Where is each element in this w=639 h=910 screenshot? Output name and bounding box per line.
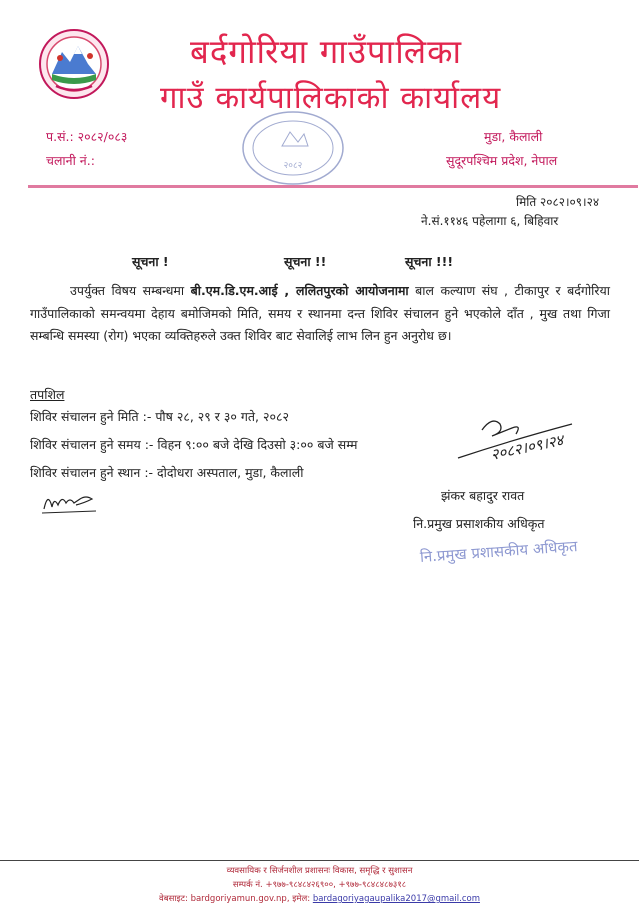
seal-year: २०८२ bbox=[283, 161, 303, 171]
footer-motto: व्यवसायिक र सिर्जनशील प्रशासनः विकास, समृद्धि र सुशासन bbox=[226, 866, 413, 876]
letter-date: मिति २०८२।०९।२४ bbox=[516, 195, 600, 209]
email-link[interactable]: bardagoriyagaupalika2017@gmail.com bbox=[312, 894, 480, 904]
signature-date: २०८२।०९।२४ bbox=[489, 430, 566, 464]
dispatch-number: चलानी नं.: bbox=[46, 153, 95, 168]
footer-contact: सम्पर्क नं. +९७७-९८४८४२६९००, +९७७-९८४८४८७३१८ bbox=[232, 880, 407, 890]
email-label: , इमेल: bbox=[286, 894, 313, 904]
nepal-sambat-date: ने.सं.११४६ पहेलागा ६, बिहिवार bbox=[421, 214, 559, 228]
notice-heading-2: सूचना !! bbox=[284, 254, 327, 269]
designation-stamp: नि.प्रमुख प्रशासकीय अधिकृत bbox=[419, 537, 579, 566]
body-rest: बाल कल्याण संघ , टीकापुर र बर्दगोरिया गाउँपालिकाको समन्वयमा देहाय बमोजिमको मिति, समय र स्थानमा दन्त शिविर संचालन हुने भएकोले दाँत , मुख तथा गिजा सम्बन्धि समस्या (रोग) भएका व्यक्तिहरुले उक्त शिविर बाट सेवालिई लाभ लिन हुन अनुरोध छ। bbox=[30, 283, 611, 343]
office-subtitle: गाउँ कार्यपालिकाको कार्यालय bbox=[160, 80, 502, 116]
office-seal-stamp bbox=[238, 108, 348, 188]
details-heading: तपशिल bbox=[30, 387, 65, 402]
signer-name: झंकर बहादुर रावत bbox=[441, 488, 525, 503]
notice-heading-1: सूचना ! bbox=[132, 254, 169, 269]
camp-place: शिविर संचालन हुने स्थान :- दोदोधरा अस्पताल, मुडा, कैलाली bbox=[30, 465, 304, 480]
footer-web bbox=[0, 893, 639, 904]
signer-designation: नि.प्रमुख प्रसाशकीय अधिकृत bbox=[413, 516, 545, 531]
notice-body bbox=[30, 280, 610, 348]
office-location: मुडा, कैलाली bbox=[484, 129, 543, 144]
officer-signature bbox=[452, 410, 600, 470]
website-link[interactable]: bardgoriyamun.gov.np bbox=[190, 894, 287, 904]
notice-heading-3: सूचना !!! bbox=[405, 254, 454, 269]
body-organizer: बी.एम.डि.एम.आई , ललितपुरको आयोजनामा bbox=[190, 283, 409, 298]
body-intro: उपर्युक्त विषय सम्बन्धमा bbox=[70, 283, 191, 298]
header-divider bbox=[28, 185, 638, 188]
footer-divider bbox=[0, 860, 639, 861]
website-label: वेबसाइट: bbox=[159, 894, 191, 904]
camp-date: शिविर संचालन हुने मिति :- पौष २८, २९ र ३० गते, २०८२ bbox=[30, 409, 289, 424]
initial-signature bbox=[40, 487, 100, 517]
nepal-emblem-logo bbox=[38, 28, 110, 100]
reference-number: प.सं.: २०८२/०८३ bbox=[46, 129, 128, 144]
office-title: बर्दगोरिया गाउँपालिका bbox=[190, 32, 463, 71]
province-location: सुदूरपश्चिम प्रदेश, नेपाल bbox=[446, 153, 558, 168]
camp-time: शिविर संचालन हुने समय :- विहन ९:०० बजे देखि दिउसो ३:०० बजे सम्म bbox=[30, 437, 358, 452]
